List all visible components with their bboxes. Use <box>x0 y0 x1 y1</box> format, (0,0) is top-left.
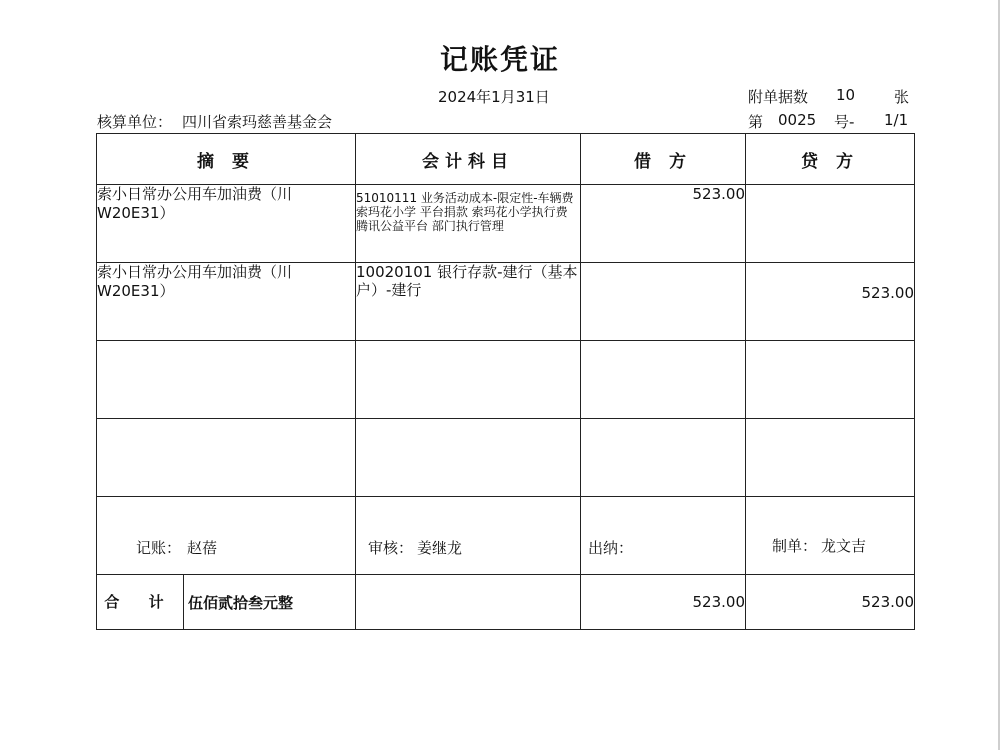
preparer-signature <box>772 535 866 556</box>
row-credit <box>746 185 915 263</box>
total-left-cell <box>97 575 356 630</box>
row-summary: 索小日常办公用车加油费（川W20E31） <box>97 263 356 341</box>
reviewer-name: 姜继龙 <box>417 539 463 557</box>
accounting-unit <box>97 111 332 132</box>
reviewer-signature <box>368 537 462 558</box>
cashier-signature <box>588 537 633 558</box>
row-summary <box>97 419 356 497</box>
row-summary <box>97 341 356 419</box>
row-subject: 51010111 业务活动成本-限定性-车辆费 索玛花小学 平台捐款 索玛花小学执行费 腾讯公益平台 部门执行管理 <box>356 185 581 263</box>
cashier-label: 出纳： <box>588 539 634 557</box>
row-subject <box>356 341 581 419</box>
table-row <box>97 341 915 419</box>
voucher-number-suffix: 号- <box>834 113 855 131</box>
preparer-label: 制单： <box>772 537 818 555</box>
row-debit <box>581 419 746 497</box>
row-debit <box>581 497 746 575</box>
row-credit: 523.00 <box>746 263 915 341</box>
row-credit <box>746 341 915 419</box>
accounting-unit-label: 核算单位： <box>97 113 173 131</box>
total-amount-words: 伍佰贰拾叁元整 <box>188 593 294 612</box>
header-summary: 摘 要 <box>97 134 356 185</box>
row-debit: 523.00 <box>581 185 746 263</box>
table-row <box>97 185 915 263</box>
voucher-number-prefix: 第 <box>748 113 764 131</box>
total-debit: 523.00 <box>581 575 746 630</box>
row-subject: 10020101 银行存款-建行（基本户）-建行 <box>356 263 581 341</box>
attachments-label: 附单据数 <box>748 88 809 106</box>
accounting-unit-name: 四川省索玛慈善基金会 <box>182 113 333 131</box>
header-credit: 贷 方 <box>746 134 915 185</box>
header-debit: 借 方 <box>581 134 746 185</box>
preparer-name: 龙文吉 <box>821 537 867 555</box>
bookkeeper-label: 记账： <box>136 539 182 557</box>
row-debit <box>581 263 746 341</box>
voucher-date: 2024年1月31日 <box>438 88 550 106</box>
row-summary <box>97 497 356 575</box>
table-row <box>97 419 915 497</box>
attachments-unit: 张 <box>894 88 910 106</box>
table-header-row <box>97 134 915 185</box>
attachments-count: 10 <box>836 86 856 104</box>
bookkeeper-signature <box>136 537 217 558</box>
total-row <box>97 575 915 630</box>
row-summary: 索小日常办公用车加油费（川W20E31） <box>97 185 356 263</box>
voucher-title: 记账凭证 <box>439 43 560 76</box>
row-credit <box>746 419 915 497</box>
total-subject-cell <box>356 575 581 630</box>
bookkeeper-name: 赵蓓 <box>187 539 218 557</box>
voucher-number-value: 0025 <box>778 111 817 129</box>
table-row <box>97 263 915 341</box>
total-credit: 523.00 <box>746 575 915 630</box>
row-subject <box>356 497 581 575</box>
header-subject: 会计科目 <box>356 134 581 185</box>
total-label: 合 计 <box>97 575 184 629</box>
row-subject <box>356 419 581 497</box>
reviewer-label: 审核： <box>368 539 414 557</box>
voucher-page: 1/1 <box>884 111 909 129</box>
row-debit <box>581 341 746 419</box>
